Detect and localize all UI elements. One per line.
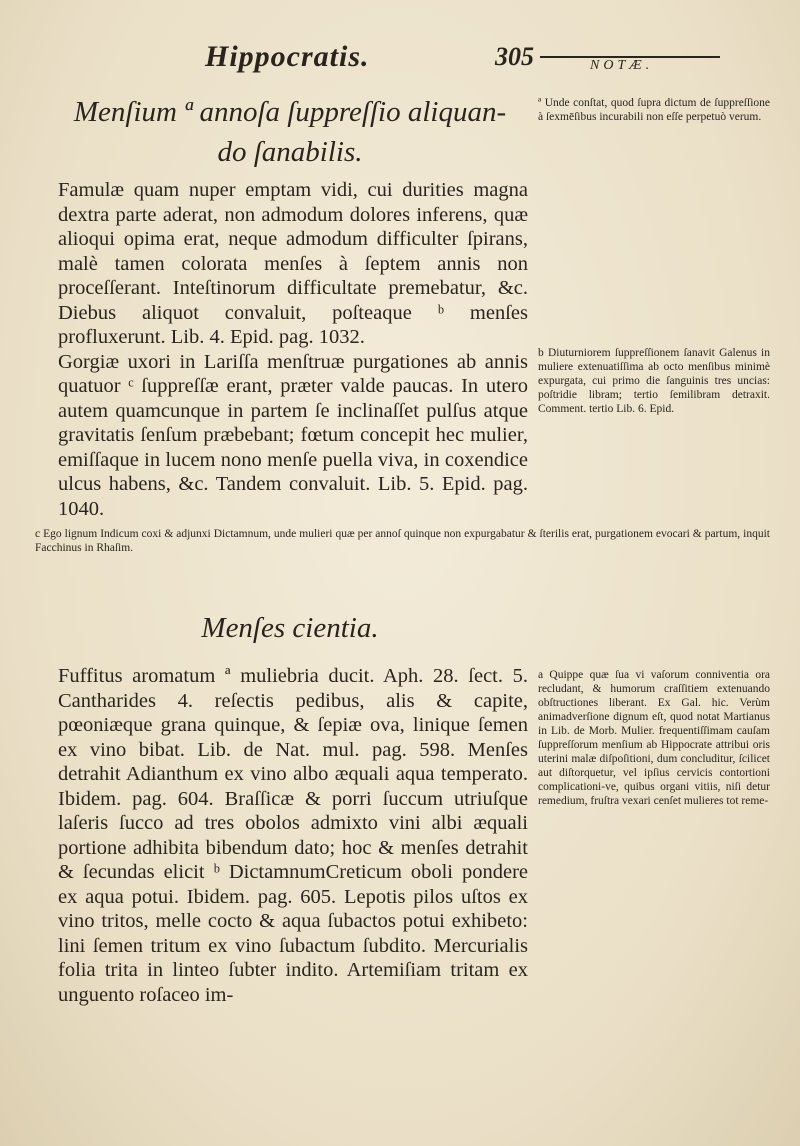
section1-body [58,178,528,521]
section1-paragraph1: Famulæ quam nuper emptam vidi, cui durities magna dextra parte aderat, non admodum dolores inferens, quæ alioqui opima erat, neque admodum difficulter ſpirans, malè tamen colorata menſes à ſeptem annis non proceſſerant. Inteſtinorum difficultate premebatur, &c. Diebus aliquot convaluit, poſteaque ᵇ menſes profluxerunt. Lib. 4. Epid. pag. 1032. [58,179,528,348]
section2-heading: Menſes cientia. [201,612,379,644]
section1-note-b: b Diuturniorem ſuppreſſionem ſanavit Galenus in muliere extenuatiſſima ab octo menſibus minimè expurgata, cui primo die ſanguinis tres uncias: poſtridie libram; tertio ſemilibram detraxit. Comment. tertio Lib. 6. Epid. [538,347,770,415]
section1-paragraph2: Gorgiæ uxori in Lariſſa menſtruæ purgationes ab annis quatuor ᶜ ſuppreſſæ erant, præter valde paucas. In utero autem quamcunque in partem ſe inclinaſſet pulſus atque gravitatis ſenſum præbebant; fœtum concepit hec mulier, emiſſaque in lucem nono menſe puella viva, in coxendice ulcus habens, &c. Tandem convaluit. Lib. 5. Epid. pag. 1040. [58,350,528,520]
section2-body [58,664,528,1007]
running-title: Hippocratis. [205,40,370,73]
section1-note-c: c Ego lignum Indicum coxi & adjunxi Dictamnum, unde mulieri quæ per annoſ quinque non expurgabatur & ſterilis erat, purgationem evocari & partum, inquit Facchinus in Rhaſim. [35,528,770,554]
section1-heading-line2: do ſanabilis. [217,136,363,168]
notes-label: NOTÆ. [590,58,654,73]
section2-note-a: a Quippe quæ ſua vi vaſorum conniventia ora recludant, & humorum craſſitiem extenuando obſtructiones liberant. Ex Gal. hic. Verùm animadverſione dignum eſt, quod notat Martianus in Lib. de Morb. Mulier. frequentiſſimam cauſam ſuppreſſorum menſium ab Hippocrate attribui oris uterini malæ diſpoſitioni, dum concluditur, ſcilicet aut diſtorquetur, vel ipſius cervicis contortioni complicationi-ve, quibus organi vitiis, niſi detur remedium, fruſtra vexari cenſet mulieres tot reme- [538,669,770,807]
section1-heading [55,92,525,172]
section1-heading-line1: Menſium ª annoſa ſuppreſſio aliquan- [73,96,507,128]
section2-paragraph: Fuffitus aromatum ª muliebria ducit. Aph. 28. ſect. 5. Cantharides 4. reſectis pedibus, alis & capite, pœoniæque grana quinque, & ſepiæ ova, linique ſemen ex vino bibat. Lib. de Nat. mul. pag. 598. Menſes detrahit Adianthum ex vino albo æquali aqua temperato. Ibidem. pag. 604. Braſſicæ & porri ſuccum utriuſque laſeris ſucco ad tres obolos admixto vini albi æquali portione adhibita bibendum dato; hoc & menſes detrahit & ſecundas elicit ᵇ DictamnumCreticum oboli pondere ex aqua potui. Ibidem. pag. 605. Lepotis pilos uſtos ex vino tritos, melle cocto & aqua ſubactos potui exhibeto: lini ſemen tritum ex vino ſubactum ſubdito. Mercurialis folia trita in linteo ſubter indito. Artemiſiam tritam ex unguento roſaceo im- [58,665,528,1006]
page-number: 305 [495,42,534,71]
section1-note-a: ª Unde conſtat, quod ſupra dictum de ſuppreſſione à ſexmēſibus incurabili non eſſe perpetuò verum. [538,97,770,123]
